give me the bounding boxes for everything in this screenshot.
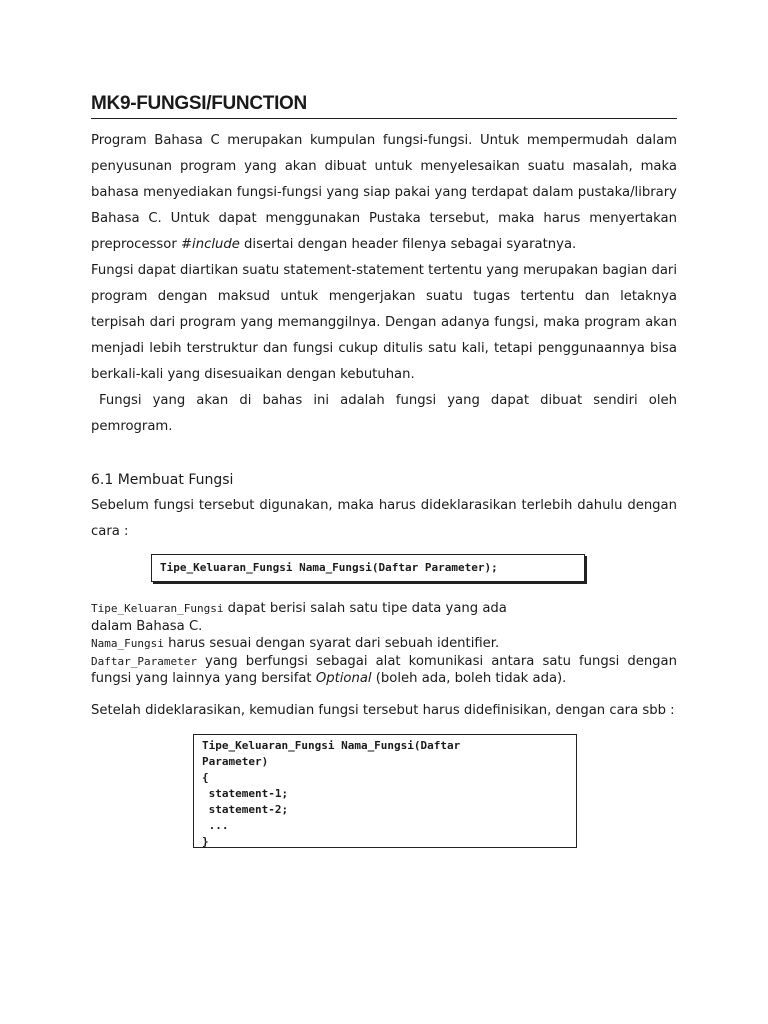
return-type-text-2: dalam Bahasa C. — [91, 618, 203, 634]
function-name-term: Nama_Fungsi — [91, 637, 164, 650]
code-line: statement-1; — [202, 786, 289, 800]
definition-function-name — [91, 635, 677, 653]
parameters-term: Daftar_Parameter — [91, 654, 197, 668]
include-keyword: #include — [181, 237, 240, 252]
intro-paragraph — [91, 128, 677, 258]
code-line: Parameter) — [202, 754, 269, 768]
page-title: MK9-FUNGSI/FUNCTION — [91, 92, 677, 119]
definition-parameters — [91, 653, 677, 688]
return-type-term: Tipe_Keluaran_Fungsi — [91, 602, 224, 615]
parameters-tail: (boleh ada, boleh tidak ada). — [375, 671, 567, 686]
declaration-paragraph: Sebelum fungsi tersebut digunakan, maka harus dideklarasikan terlebih dahulu dengan cara : — [91, 498, 677, 539]
intro-text: Program Bahasa C merupakan kumpulan fungsi-fungsi. Untuk mempermudah dalam penyusunan program yang akan dibuat untuk menyelesaikan suatu masalah, maka bahasa menyediakan fungsi-fungsi yang siap pakai yang terdapat dalam pustaka/library Bahasa C. Untuk dapat menggunakan Pustaka tersebut, maka harus menyertakan preprocessor — [91, 133, 677, 252]
optional-word: Optional — [315, 671, 372, 686]
code-line: Tipe_Keluaran_Fungsi Nama_Fungsi(Daftar — [202, 738, 461, 752]
code-line: } — [202, 834, 209, 848]
definition-code-box — [193, 734, 577, 848]
document-page — [91, 92, 677, 848]
intro-tail: disertai dengan header filenya sebagai syaratnya. — [244, 237, 577, 252]
function-name-text: harus sesuai dengan syarat dari sebuah identifier. — [168, 636, 500, 651]
parameters-text: yang berfungsi sebagai alat komunikasi antara satu fungsi dengan fungsi yang lainnya yang bersifat — [91, 653, 677, 686]
definition-return-type — [91, 600, 677, 635]
section-heading: 6.1 Membuat Fungsi — [91, 472, 234, 488]
return-type-text: dapat berisi salah satu tipe data yang ada — [227, 601, 507, 616]
definitions-block — [91, 600, 677, 688]
code-line: statement-2; — [202, 802, 289, 816]
code-line: { — [202, 770, 209, 784]
declaration-code-box: Tipe_Keluaran_Fungsi Nama_Fungsi(Daftar Parameter); — [151, 554, 585, 582]
scope-paragraph: Fungsi yang akan di bahas ini adalah fungsi yang dapat dibuat sendiri oleh pemrogram. — [91, 393, 677, 434]
definition-paragraph: Fungsi dapat diartikan suatu statement-statement tertentu yang merupakan bagian dari program dengan maksud untuk mengerjakan suatu tugas tertentu dan letaknya terpisah dari program yang memanggilnya. Dengan adanya fungsi, maka program akan menjadi lebih terstruktur dan fungsi cukup ditulis satu kali, tetapi penggunaannya bisa berkali-kali yang disesuaikan dengan kebutuhan. — [91, 263, 677, 382]
code-line: ... — [202, 818, 229, 832]
definition-intro-paragraph: Setelah dideklarasikan, kemudian fungsi tersebut harus didefinisikan, dengan cara sbb : — [91, 702, 675, 718]
